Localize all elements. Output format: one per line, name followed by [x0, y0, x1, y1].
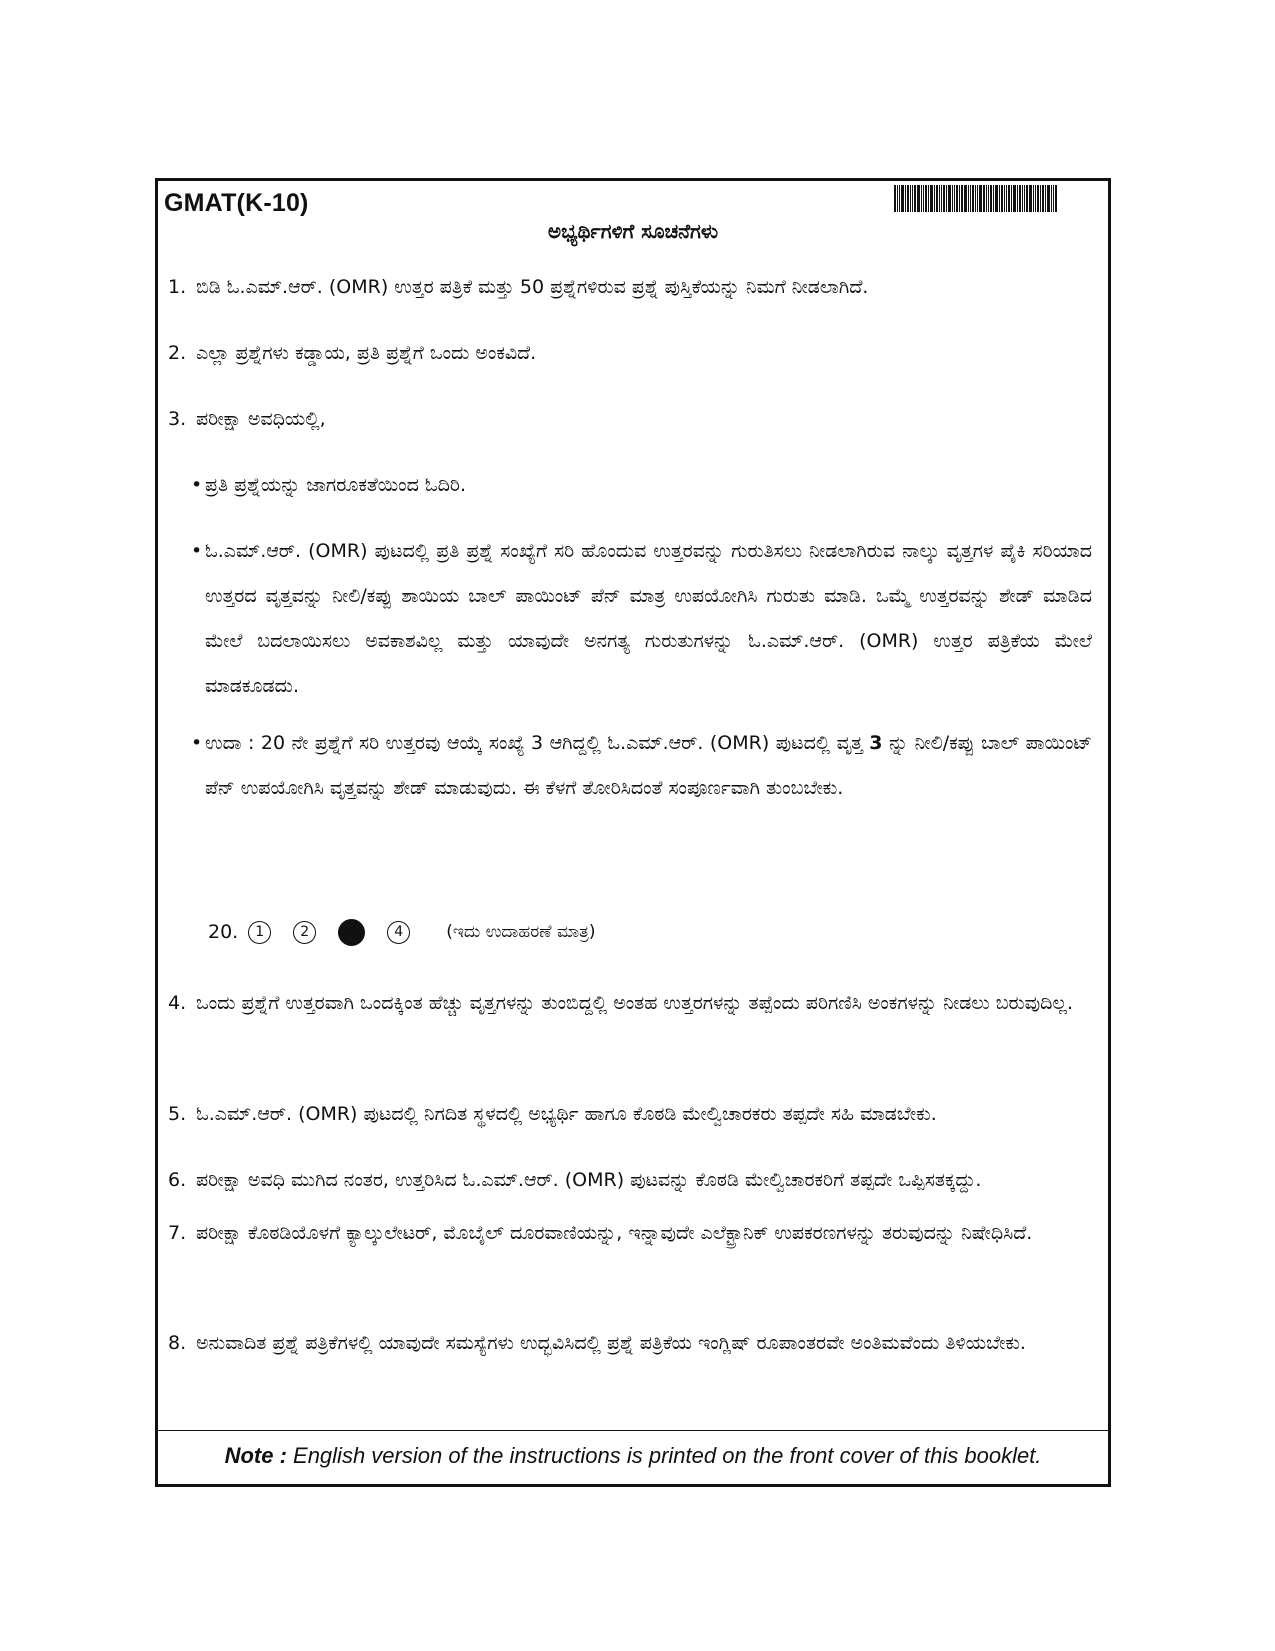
instruction-text: ಪರೀಕ್ಷಾ ಅವಧಿಯಲ್ಲಿ,	[196, 408, 326, 430]
instruction-item	[168, 1321, 1092, 1366]
option-bubble-2: 2	[293, 921, 316, 944]
instruction-item	[168, 397, 1092, 442]
instruction-page-frame	[155, 178, 1111, 1487]
instruction-text: ಪರೀಕ್ಷಾ ಅವಧಿ ಮುಗಿದ ನಂತರ, ಉತ್ತರಿಸಿದ ಓ.ಎಮ್.ಆರ್. (OMR) ಪುಟವನ್ನು ಕೊಠಡಿ ಮೇಲ್ವಿಚಾರಕರಿಗೆ ತಪ್ಪದೇ ಒಪ್ಪಿಸತಕ್ಕದ್ದು.	[196, 1169, 982, 1191]
bullet-icon: •	[191, 474, 203, 496]
instruction-item	[168, 981, 1092, 1026]
bullet-text: ಪ್ರತಿ ಪ್ರಶ್ನೆಯನ್ನು ಜಾಗರೂಕತೆಯಿಂದ ಓದಿರಿ.	[205, 474, 466, 496]
bullet-text-end: ನ್ನು ನೀಲಿ/ಕಪ್ಪು ಬಾಲ್ ಪಾಯಿಂಟ್ ಪೆನ್ ಉಪಯೋಗಿಸಿ ವೃತ್ತವನ್ನು ಶೇಡ್ ಮಾಡುವುದು. ಈ ಕೆಳಗೆ ತೋರಿಸಿದಂತೆ ಸಂಪೂರ್ಣವಾಗಿ ತುಂಬಬೇಕು.	[205, 732, 1092, 799]
barcode-icon	[894, 185, 1094, 212]
instruction-text: ಪರೀಕ್ಷಾ ಕೊಠಡಿಯೊಳಗೆ ಕ್ಯಾಲ್ಕುಲೇಟರ್, ಮೊಬೈಲ್ ದೂರವಾಣಿಯನ್ನು, ಇನ್ನಾವುದೇ ಎಲೆಕ್ಟ್ರಾನಿಕ್ ಉಪಕರಣಗಳನ್ನು ತರುವುದನ್ನು ನಿಷೇಧಿಸಿದೆ.	[196, 1222, 1033, 1244]
bullet-text: ಓ.ಎಮ್.ಆರ್. (OMR) ಪುಟದಲ್ಲಿ ಪ್ರತಿ ಪ್ರಶ್ನೆ ಸಂಖ್ಯೆಗೆ ಸರಿ ಹೊಂದುವ ಉತ್ತರವನ್ನು ಗುರುತಿಸಲು ನೀಡಲಾಗಿರುವ ನಾಲ್ಕು ವೃತ್ತಗಳ ಪೈಕಿ ಸರಿಯಾದ ಉತ್ತರದ ವೃತ್ತವನ್ನು ನೀಲಿ/ಕಪ್ಪು ಶಾಯಿಯ ಬಾಲ್ ಪಾಯಿಂಟ್ ಪೆನ್ ಮಾತ್ರ ಉಪಯೋಗಿಸಿ ಗುರುತು ಮಾಡಿ. ಒಮ್ಮೆ ಉತ್ತರವನ್ನು ಶೇಡ್ ಮಾಡಿದ ಮೇಲೆ ಬದಲಾಯಿಸಲು ಅವಕಾಶವಿಲ್ಲ ಮತ್ತು ಯಾವುದೇ ಅನಗತ್ಯ ಗುರುತುಗಳನ್ನು ಓ.ಎಮ್.ಆರ್. (OMR) ಉತ್ತರ ಪತ್ರಿಕೆಯ ಮೇಲೆ ಮಾಡಕೂಡದು.	[205, 540, 1092, 697]
instruction-number: 7.	[168, 1222, 187, 1244]
instruction-number: 1.	[168, 276, 187, 298]
instruction-item	[168, 1092, 1092, 1137]
instruction-text: ಅನುವಾದಿತ ಪ್ರಶ್ನೆ ಪತ್ರಿಕೆಗಳಲ್ಲಿ ಯಾವುದೇ ಸಮಸ್ಯೆಗಳು ಉದ್ಭವಿಸಿದಲ್ಲಿ ಪ್ರಶ್ನೆ ಪತ್ರಿಕೆಯ ಇಂಗ್ಲಿಷ್ ರೂಪಾಂತರವೇ ಅಂತಿಮವೆಂದು ತಿಳಿಯಬೇಕು.	[196, 1332, 1026, 1354]
english-version-note	[158, 1443, 1108, 1469]
bullet-text-start: ಉದಾ : 20 ನೇ ಪ್ರಶ್ನೆಗೆ ಸರಿ ಉತ್ತರವು ಆಯ್ಕೆ ಸಂಖ್ಯೆ 3 ಆಗಿದ್ದಲ್ಲಿ ಓ.ಎಮ್.ಆರ್. (OMR) ಪುಟದಲ್ಲಿ ವೃತ್ತ	[205, 732, 870, 754]
bullet-item	[191, 463, 1092, 508]
note-label: Note :	[224, 1443, 287, 1468]
example-caption: (ಇದು ಉದಾಹರಣೆ ಮಾತ್ರ)	[446, 922, 596, 942]
example-question-number: 20.	[208, 921, 239, 943]
paper-code: GMAT(K-10)	[164, 189, 309, 217]
bullet-bold-number: 3	[869, 732, 883, 754]
option-bubble-4: 4	[387, 921, 410, 944]
note-text: English version of the instructions is printed on the front cover of this booklet.	[286, 1443, 1042, 1468]
instruction-text: ಎಲ್ಲಾ ಪ್ರಶ್ನೆಗಳು ಕಡ್ಡಾಯ, ಪ್ರತಿ ಪ್ರಶ್ನೆಗೆ ಒಂದು ಅಂಕವಿದೆ.	[196, 342, 537, 364]
instruction-number: 3.	[168, 408, 187, 430]
note-divider	[158, 1430, 1108, 1431]
instruction-item	[168, 1211, 1092, 1256]
instruction-number: 6.	[168, 1169, 187, 1191]
instruction-item	[168, 331, 1092, 376]
bullet-text	[205, 721, 1092, 811]
bullet-item	[191, 529, 1092, 709]
bullet-item	[191, 721, 1092, 811]
page-title: ಅಭ್ಯರ್ಥಿಗಳಿಗೆ ಸೂಚನೆಗಳು	[547, 219, 719, 243]
instruction-number: 5.	[168, 1103, 187, 1125]
instruction-number: 4.	[168, 992, 187, 1014]
instruction-number: 8.	[168, 1332, 187, 1354]
instruction-text: ಒಂದು ಪ್ರಶ್ನೆಗೆ ಉತ್ತರವಾಗಿ ಒಂದಕ್ಕಿಂತ ಹೆಚ್ಚು ವೃತ್ತಗಳನ್ನು ತುಂಬಿದ್ದಲ್ಲಿ ಅಂತಹ ಉತ್ತರಗಳನ್ನು ತಪ್ಪೆಂದು ಪರಿಗಣಿಸಿ ಅಂಕಗಳನ್ನು ನೀಡಲು ಬರುವುದಿಲ್ಲ.	[196, 992, 1074, 1014]
bullet-icon: •	[191, 540, 203, 562]
option-bubble-1: 1	[248, 921, 271, 944]
instruction-number: 2.	[168, 342, 187, 364]
instruction-item	[168, 265, 1092, 310]
instruction-text: ಬಿಡಿ ಓ.ಎಮ್.ಆರ್. (OMR) ಉತ್ತರ ಪತ್ರಿಕೆ ಮತ್ತು 50 ಪ್ರಶ್ನೆಗಳಿರುವ ಪ್ರಶ್ನೆ ಪುಸ್ತಿಕೆಯನ್ನು ನಿಮಗೆ ನೀಡಲಾಗಿದೆ.	[196, 276, 869, 298]
bullet-icon: •	[191, 732, 203, 754]
instruction-text: ಓ.ಎಮ್.ಆರ್. (OMR) ಪುಟದಲ್ಲಿ ನಿಗದಿತ ಸ್ಥಳದಲ್ಲಿ ಅಭ್ಯರ್ಥಿ ಹಾಗೂ ಕೊಠಡಿ ಮೇಲ್ವಿಚಾರಕರು ತಪ್ಪದೇ ಸಹಿ ಮಾಡಬೇಕು.	[196, 1103, 937, 1125]
instruction-item	[168, 1158, 1092, 1203]
option-bubble-3-filled	[338, 919, 365, 946]
omr-example	[208, 912, 596, 952]
